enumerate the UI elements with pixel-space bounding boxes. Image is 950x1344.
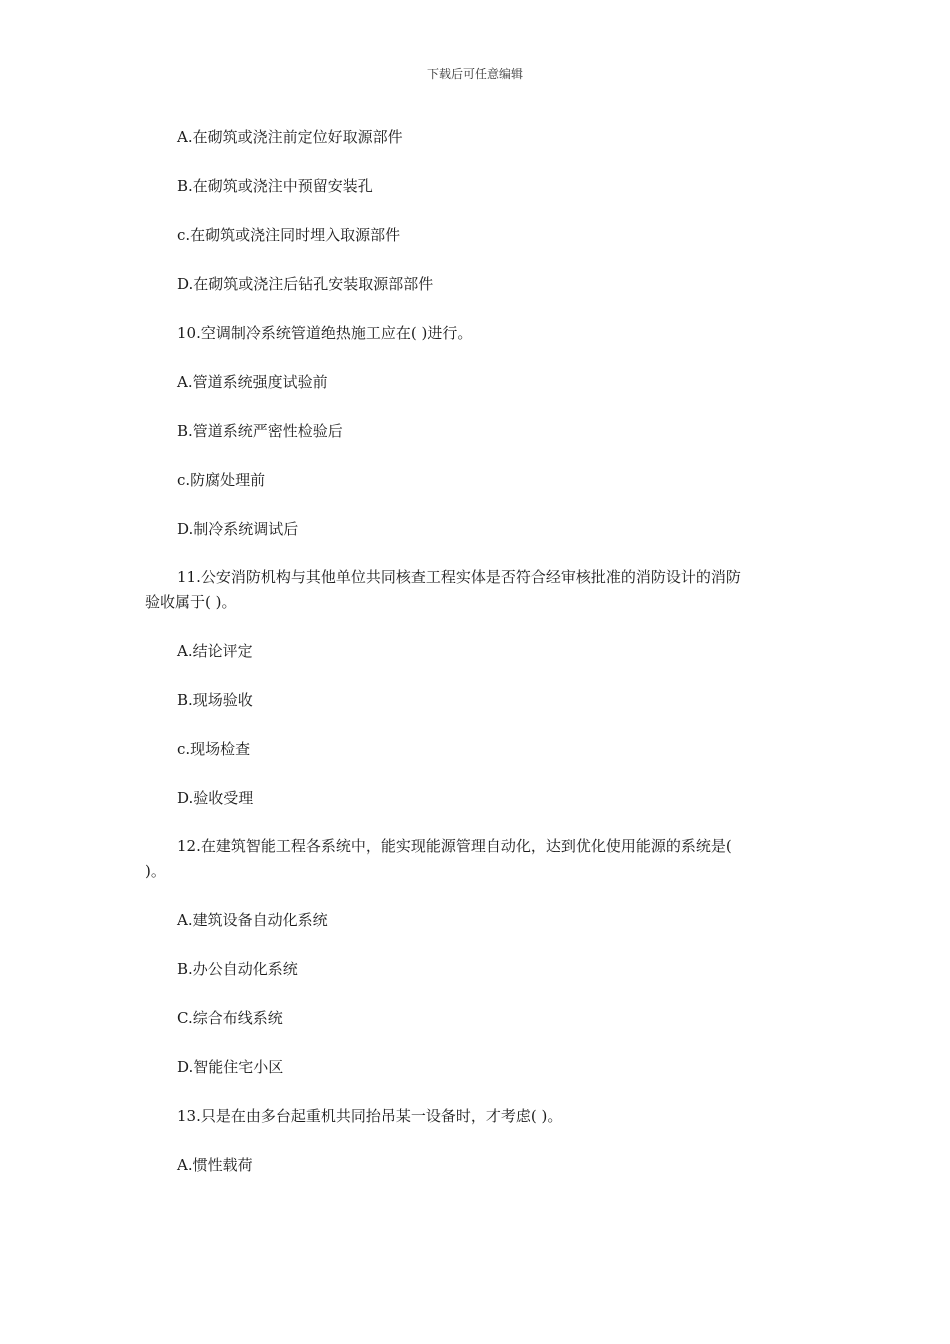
q13-stem: 13.只是在由多台起重机共同抬吊某一设备时，才考虑( )。 [177,1107,563,1125]
q11-option-c: c.现场检查 [177,740,251,758]
q9-option-c: c.在砌筑或浇注同时埋入取源部件 [177,226,401,244]
q12-option-a: A.建筑设备自动化系统 [177,911,328,929]
q12-option-c: C.综合布线系统 [177,1009,283,1027]
q13-option-a: A.惯性载荷 [177,1156,253,1174]
q11-option-b: B.现场验收 [177,691,253,709]
q9-option-a: A.在砌筑或浇注前定位好取源部件 [177,128,403,146]
q12-stem-line1: 12.在建筑智能工程各系统中，能实现能源管理自动化，达到优化使用能源的系统是( [177,837,732,855]
q9-option-d: D.在砌筑或浇注后钻孔安装取源部部件 [177,275,434,293]
q10-option-c: c.防腐处理前 [177,471,266,489]
q11-stem-line1: 11.公安消防机构与其他单位共同核查工程实体是否符合经审核批准的消防设计的消防 [177,568,741,586]
q9-option-b: B.在砌筑或浇注中预留安装孔 [177,177,373,195]
page-header: 下载后可任意编辑 [426,67,523,81]
q11-option-a: A.结论评定 [177,642,253,660]
q11-stem-line2: 验收属于( )。 [145,593,237,611]
q12-stem-line2: )。 [145,862,166,880]
q10-option-a: A.管道系统强度试验前 [177,373,328,391]
q11-option-d: D.验收受理 [177,789,254,807]
q10-stem: 10.空调制冷系统管道绝热施工应在( )进行。 [177,324,473,342]
q10-option-b: B.管道系统严密性检验后 [177,422,343,440]
q10-option-d: D.制冷系统调试后 [177,520,299,538]
q12-option-d: D.智能住宅小区 [177,1058,284,1076]
q12-option-b: B.办公自动化系统 [177,960,298,978]
